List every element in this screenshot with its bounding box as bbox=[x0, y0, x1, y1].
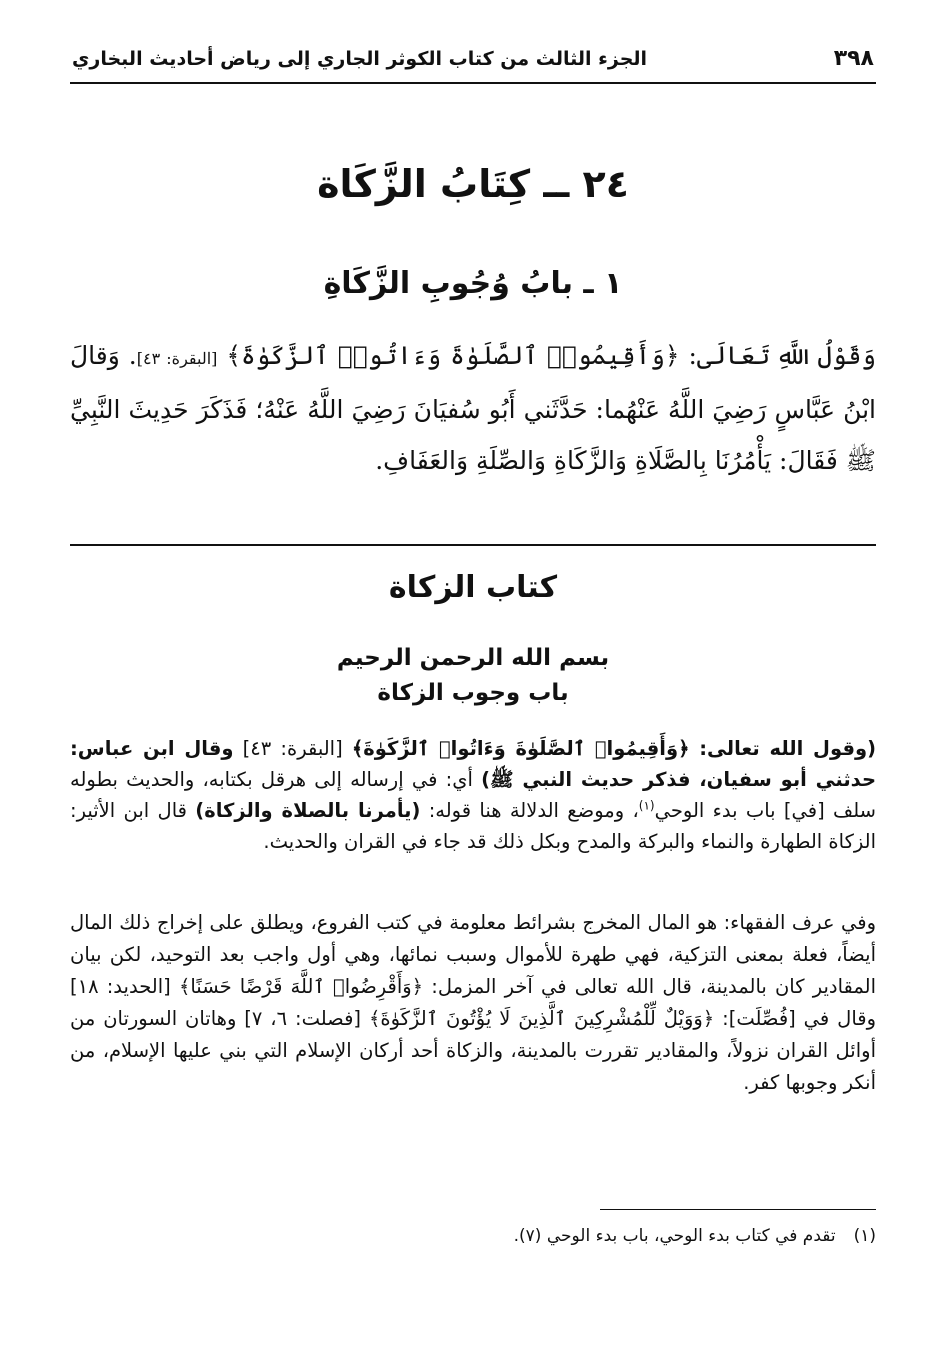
basmala: بسم الله الرحمن الرحيم bbox=[336, 645, 610, 671]
commentary-chapter-title: باب وجوب الزكاة bbox=[377, 680, 569, 706]
quran-reference: [فصلت: ٦، ٧] bbox=[236, 1007, 369, 1030]
hadith-text-part1: وَقَوْلُ اللَّهِ تَعَالَى: ﴿وَأَقِيمُوا۟ ٱلصَّلَوٰةَ وَءَاتُوا۟ ٱلزَّكَوٰةَ﴾ bbox=[217, 341, 876, 370]
commentary-quote: (وقول الله تعالى: ﴿وَأَقِيمُوا۟ ٱلصَّلَوٰةَ وَءَاتُوا۟ ٱلزَّكَوٰةَ﴾ bbox=[351, 737, 876, 760]
footnote bbox=[70, 1226, 876, 1246]
commentary-quote: وقال ابن عباس: حدثني أبو سفيان، فذكر حديث النبي ﷺ) bbox=[70, 737, 877, 791]
chapter-title: ١ ـ بابُ وُجُوبِ الزَّكَاةِ bbox=[323, 266, 623, 301]
commentary-paragraph-1 bbox=[70, 733, 876, 857]
footnote-text: تقدم في كتاب بدء الوحي، باب بدء الوحي (٧). bbox=[513, 1226, 836, 1246]
commentary-quote: (يأمرنا بالصلاة والزكاة) bbox=[195, 799, 421, 822]
commentary-text: قال ابن الأثير: الزكاة الطهارة والنماء والبركة والمدح وبكل ذلك قد جاء في القران والحديث. bbox=[70, 799, 876, 853]
footnote-rule bbox=[600, 1209, 876, 1210]
quran-reference: [البقرة: ٤٣] bbox=[233, 737, 352, 760]
footnote-number: (١) bbox=[853, 1226, 876, 1246]
commentary-paragraph-2 bbox=[70, 907, 876, 1099]
hadith-text-part2: . وَقالَ ابْنُ عَبَّاسٍ رَضِيَ اللَّهُ عَنْهُما: حَدَّثَني أَبُو سُفيَانَ رَضِيَ اللَّهُ عَنْهُ؛ فَذَكَرَ حَدِيثَ النَّبِيِّ ﷺ فَقَالَ: يَأْمُرُنَا بِالصَّلَاةِ وَالزَّكَاةِ وَالصِّلَةِ وَالعَفَافِ. bbox=[70, 341, 877, 475]
book-title: ٢٤ ــ كِتَابُ الزَّكَاة bbox=[317, 162, 629, 206]
quran-reference: [الحديد: ١٨] bbox=[70, 975, 179, 998]
page-header bbox=[72, 40, 874, 80]
header-rule bbox=[70, 82, 876, 84]
footnote-marker[interactable]: (١) bbox=[638, 798, 655, 813]
commentary-text: أي: في إرساله إلى هرقل بكتابه، والحديث بطوله سلف [في] باب بدء الوحي bbox=[70, 768, 876, 822]
commentary-text: وقال في [فُصِّلَت]: ﴿وَوَيْلٌ لِّلْمُشْرِكِينَ ٱلَّذِينَ لَا يُؤْتُونَ ٱلزَّكَوٰةَ﴾ bbox=[368, 1007, 876, 1030]
commentary-text: ، وموضع الدلالة هنا قوله: bbox=[420, 799, 639, 822]
commentary-text: وفي عرف الفقهاء: هو المال المخرج بشرائط معلومة في كتب الفروع، ويطلق على إخراج ذلك المال أيضاً، فعلة بمعنى التزكية، فهي طهرة للأموال وسبب نمائها، وهي أول واجب بعد التوحيد، لكن بيان المقادير كان بالمدينة، قال الله تعالى في آخر المزمل: ﴿وَأَقْرِضُوا۟ ٱللَّهَ قَرْضًا حَسَنًا﴾ bbox=[70, 911, 877, 998]
commentary-text: وهاتان السورتان من أوائل القران نزولاً، والمقادير تقررت بالمدينة، والزكاة أحد أركان الإسلام التي بني عليها الإسلام، من أنكر وجوبها كفر. bbox=[70, 1007, 876, 1094]
quran-reference: [البقرة: ٤٣] bbox=[136, 349, 218, 368]
section-divider bbox=[70, 544, 876, 546]
hadith-text bbox=[70, 330, 876, 486]
running-title: الجزء الثالث من كتاب الكوثر الجاري إلى رياض أحاديث البخاري bbox=[72, 48, 648, 70]
commentary-book-title: كتاب الزكاة bbox=[388, 570, 558, 605]
page-number: ٣٩٨ bbox=[833, 46, 874, 71]
